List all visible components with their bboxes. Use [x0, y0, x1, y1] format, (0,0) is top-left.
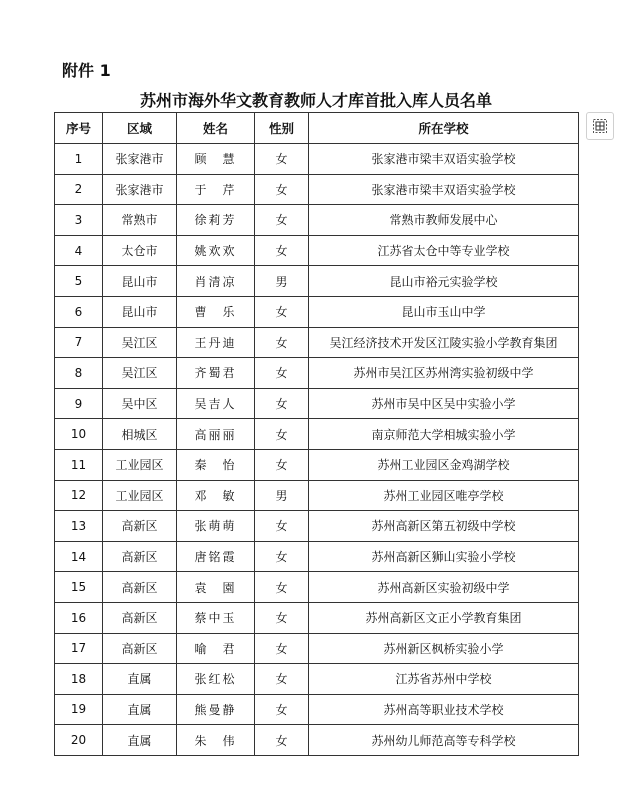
- cell-index: 14: [55, 541, 103, 572]
- cell-gender: 女: [255, 296, 309, 327]
- table-row: [55, 572, 579, 603]
- cell-school: 苏州工业园区金鸡湖学校: [309, 449, 579, 480]
- cell-gender: 女: [255, 388, 309, 419]
- cell-index: 19: [55, 694, 103, 725]
- cell-name: 徐莉芳: [177, 205, 255, 236]
- cell-name: 袁 園: [177, 572, 255, 603]
- table-row: [55, 358, 579, 389]
- cell-index: 10: [55, 419, 103, 450]
- table-header-row: [55, 113, 579, 144]
- cell-region: 吴江区: [103, 327, 177, 358]
- cell-school: 张家港市梁丰双语实验学校: [309, 144, 579, 175]
- header-gender: 性别: [255, 113, 309, 144]
- table-row: [55, 633, 579, 664]
- cell-region: 张家港市: [103, 174, 177, 205]
- cell-region: 直属: [103, 694, 177, 725]
- personnel-table: [54, 112, 579, 756]
- cell-gender: 女: [255, 205, 309, 236]
- header-region: 区域: [103, 113, 177, 144]
- cell-region: 昆山市: [103, 296, 177, 327]
- cell-region: 太仓市: [103, 235, 177, 266]
- document-title: 苏州市海外华文教育教师人才库首批入库人员名单: [139, 91, 492, 110]
- cell-gender: 女: [255, 694, 309, 725]
- table-row: [55, 725, 579, 756]
- header-name: 姓名: [177, 113, 255, 144]
- cell-index: 15: [55, 572, 103, 603]
- table-row: [55, 541, 579, 572]
- cell-index: 7: [55, 327, 103, 358]
- cell-gender: 女: [255, 327, 309, 358]
- cell-school: 昆山市裕元实验学校: [309, 266, 579, 297]
- cell-region: 昆山市: [103, 266, 177, 297]
- header-index: 序号: [55, 113, 103, 144]
- cell-index: 4: [55, 235, 103, 266]
- header-school: 所在学校: [309, 113, 579, 144]
- table-row: [55, 174, 579, 205]
- cell-name: 张红松: [177, 664, 255, 695]
- cell-region: 工业园区: [103, 449, 177, 480]
- cell-name: 齐蜀君: [177, 358, 255, 389]
- cell-name: 朱 伟: [177, 725, 255, 756]
- cell-index: 11: [55, 449, 103, 480]
- cell-region: 高新区: [103, 602, 177, 633]
- table-select-icon[interactable]: [586, 112, 614, 140]
- cell-school: 苏州新区枫桥实验小学: [309, 633, 579, 664]
- cell-school: 南京师范大学相城实验小学: [309, 419, 579, 450]
- table-row: [55, 511, 579, 542]
- cell-name: 喻 君: [177, 633, 255, 664]
- table-row: [55, 327, 579, 358]
- cell-index: 12: [55, 480, 103, 511]
- cell-index: 17: [55, 633, 103, 664]
- cell-index: 3: [55, 205, 103, 236]
- cell-index: 9: [55, 388, 103, 419]
- cell-school: 苏州市吴江区苏州湾实验初级中学: [309, 358, 579, 389]
- cell-region: 吴中区: [103, 388, 177, 419]
- cell-region: 工业园区: [103, 480, 177, 511]
- cell-gender: 女: [255, 419, 309, 450]
- cell-school: 昆山市玉山中学: [309, 296, 579, 327]
- cell-region: 高新区: [103, 541, 177, 572]
- cell-name: 于 芹: [177, 174, 255, 205]
- attachment-label: 附件 1: [62, 61, 111, 80]
- cell-name: 曹 乐: [177, 296, 255, 327]
- cell-name: 蔡中玉: [177, 602, 255, 633]
- cell-index: 16: [55, 602, 103, 633]
- table-row: [55, 480, 579, 511]
- table-row: [55, 266, 579, 297]
- cell-name: 唐铭霞: [177, 541, 255, 572]
- cell-region: 高新区: [103, 511, 177, 542]
- table-row: [55, 419, 579, 450]
- cell-index: 1: [55, 144, 103, 175]
- cell-name: 王丹迪: [177, 327, 255, 358]
- table-row: [55, 694, 579, 725]
- table-row: [55, 664, 579, 695]
- cell-gender: 女: [255, 602, 309, 633]
- table-row: [55, 602, 579, 633]
- cell-name: 姚欢欢: [177, 235, 255, 266]
- cell-school: 江苏省苏州中学校: [309, 664, 579, 695]
- cell-school: 苏州高新区文正小学教育集团: [309, 602, 579, 633]
- cell-gender: 女: [255, 511, 309, 542]
- table-row: [55, 449, 579, 480]
- cell-gender: 女: [255, 358, 309, 389]
- table-row: [55, 235, 579, 266]
- cell-school: 常熟市教师发展中心: [309, 205, 579, 236]
- cell-name: 邓 敏: [177, 480, 255, 511]
- cell-region: 常熟市: [103, 205, 177, 236]
- cell-school: 苏州工业园区唯亭学校: [309, 480, 579, 511]
- cell-region: 高新区: [103, 572, 177, 603]
- cell-region: 直属: [103, 664, 177, 695]
- cell-index: 20: [55, 725, 103, 756]
- cell-index: 6: [55, 296, 103, 327]
- cell-gender: 女: [255, 633, 309, 664]
- table-row: [55, 388, 579, 419]
- cell-name: 顾 慧: [177, 144, 255, 175]
- table-row: [55, 296, 579, 327]
- cell-gender: 男: [255, 480, 309, 511]
- cell-gender: 女: [255, 572, 309, 603]
- cell-region: 相城区: [103, 419, 177, 450]
- table-row: [55, 144, 579, 175]
- cell-school: 张家港市梁丰双语实验学校: [309, 174, 579, 205]
- cell-name: 熊曼静: [177, 694, 255, 725]
- cell-school: 苏州高新区狮山实验小学校: [309, 541, 579, 572]
- cell-region: 张家港市: [103, 144, 177, 175]
- cell-gender: 女: [255, 144, 309, 175]
- cell-index: 18: [55, 664, 103, 695]
- cell-school: 苏州幼儿师范高等专科学校: [309, 725, 579, 756]
- cell-school: 吴江经济技术开发区江陵实验小学教育集团: [309, 327, 579, 358]
- cell-index: 8: [55, 358, 103, 389]
- cell-gender: 男: [255, 266, 309, 297]
- cell-gender: 女: [255, 725, 309, 756]
- cell-region: 高新区: [103, 633, 177, 664]
- cell-gender: 女: [255, 541, 309, 572]
- table-row: [55, 205, 579, 236]
- cell-gender: 女: [255, 174, 309, 205]
- cell-school: 苏州高新区第五初级中学校: [309, 511, 579, 542]
- cell-school: 苏州市吴中区吴中实验小学: [309, 388, 579, 419]
- cell-index: 13: [55, 511, 103, 542]
- cell-gender: 女: [255, 235, 309, 266]
- cell-name: 高丽丽: [177, 419, 255, 450]
- cell-gender: 女: [255, 449, 309, 480]
- cell-region: 直属: [103, 725, 177, 756]
- cell-school: 江苏省太仓中等专业学校: [309, 235, 579, 266]
- cell-school: 苏州高新区实验初级中学: [309, 572, 579, 603]
- cell-gender: 女: [255, 664, 309, 695]
- cell-index: 5: [55, 266, 103, 297]
- cell-name: 张萌萌: [177, 511, 255, 542]
- cell-name: 肖清凉: [177, 266, 255, 297]
- table-select-icon-glyph: [592, 118, 608, 134]
- cell-name: 吴吉人: [177, 388, 255, 419]
- cell-school: 苏州高等职业技术学校: [309, 694, 579, 725]
- cell-name: 秦 怡: [177, 449, 255, 480]
- cell-region: 吴江区: [103, 358, 177, 389]
- cell-index: 2: [55, 174, 103, 205]
